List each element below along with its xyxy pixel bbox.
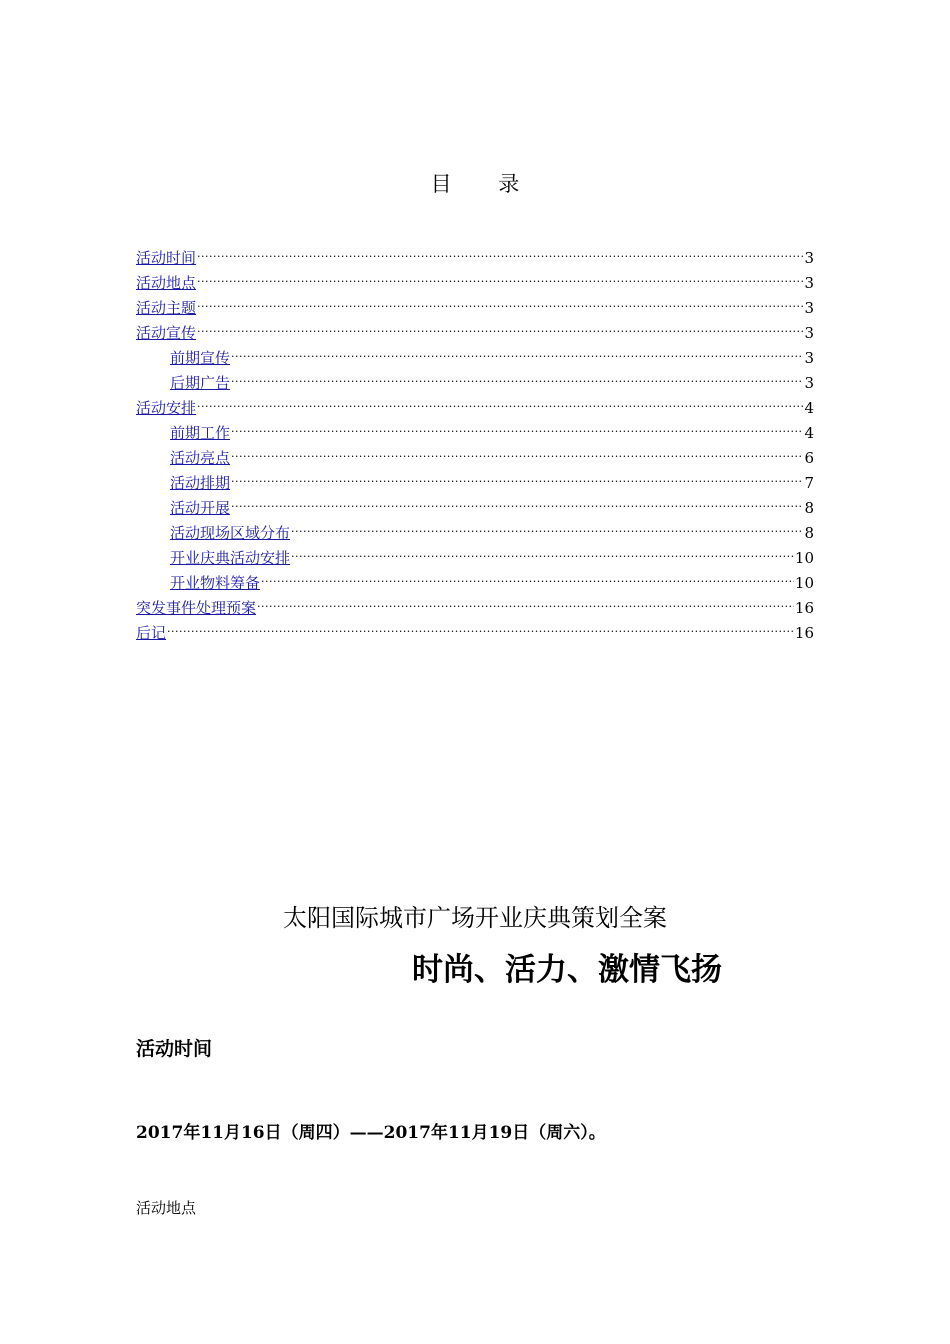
toc-entry-link[interactable]: 活动安排 xyxy=(136,399,197,417)
toc-page-number: 3 xyxy=(804,274,814,292)
toc-leader-dots xyxy=(197,318,803,340)
toc-entry[interactable] xyxy=(136,544,814,569)
toc-entry[interactable] xyxy=(136,469,814,494)
toc-page-number: 16 xyxy=(794,599,814,617)
toc-leader-dots xyxy=(231,493,803,515)
table-of-contents xyxy=(136,244,814,644)
toc-page-number: 7 xyxy=(804,474,814,492)
document-title: 太阳国际城市广场开业庆典策划全案 xyxy=(283,904,667,932)
document-subtitle: 时尚、活力、激情飞扬 xyxy=(412,952,722,988)
toc-entry[interactable] xyxy=(136,419,814,444)
toc-page-number: 3 xyxy=(804,299,814,317)
toc-leader-dots xyxy=(291,518,803,540)
toc-page-number: 4 xyxy=(804,399,814,417)
toc-entry[interactable] xyxy=(136,244,814,269)
toc-entry-link[interactable]: 前期宣传 xyxy=(170,349,231,367)
toc-entry-link[interactable]: 活动开展 xyxy=(170,499,231,517)
toc-page-number: 6 xyxy=(804,449,814,467)
toc-page-number: 3 xyxy=(804,249,814,267)
toc-entry[interactable] xyxy=(136,294,814,319)
toc-entry[interactable] xyxy=(136,594,814,619)
toc-leader-dots xyxy=(197,268,803,290)
toc-entry[interactable] xyxy=(136,519,814,544)
toc-entry-link[interactable]: 前期工作 xyxy=(170,424,231,442)
section-heading-place: 活动地点 xyxy=(136,1199,197,1217)
toc-entry-link[interactable]: 活动现场区域分布 xyxy=(170,524,291,542)
toc-leader-dots xyxy=(167,618,794,640)
toc-page-number: 3 xyxy=(804,324,814,342)
toc-leader-dots xyxy=(231,368,803,390)
toc-leader-dots xyxy=(197,243,803,265)
toc-leader-dots xyxy=(197,393,803,415)
toc-page-number: 10 xyxy=(794,574,814,592)
toc-entry[interactable] xyxy=(136,619,814,644)
toc-entry[interactable] xyxy=(136,369,814,394)
toc-leader-dots xyxy=(257,593,794,615)
toc-page-number: 3 xyxy=(804,374,814,392)
toc-entry[interactable] xyxy=(136,494,814,519)
toc-entry-link[interactable]: 活动主题 xyxy=(136,299,197,317)
toc-page-number: 8 xyxy=(804,499,814,517)
toc-entry-link[interactable]: 开业庆典活动安排 xyxy=(170,549,291,567)
toc-title: 目 录 xyxy=(430,172,540,196)
toc-entry-link[interactable]: 开业物料筹备 xyxy=(170,574,261,592)
toc-page-number: 8 xyxy=(804,524,814,542)
toc-entry[interactable] xyxy=(136,344,814,369)
toc-entry[interactable] xyxy=(136,569,814,594)
toc-entry-link[interactable]: 后期广告 xyxy=(170,374,231,392)
toc-entry[interactable] xyxy=(136,269,814,294)
toc-entry[interactable] xyxy=(136,319,814,344)
toc-leader-dots xyxy=(291,543,794,565)
toc-entry-link[interactable]: 活动地点 xyxy=(136,274,197,292)
toc-leader-dots xyxy=(261,568,794,590)
toc-leader-dots xyxy=(231,443,803,465)
event-date-line: 2017年11月16日（周四）——2017年11月19日（周六）。 xyxy=(136,1123,606,1143)
toc-entry-link[interactable]: 后记 xyxy=(136,624,167,642)
toc-leader-dots xyxy=(231,343,803,365)
section-heading-time: 活动时间 xyxy=(136,1038,213,1060)
toc-entry-link[interactable]: 突发事件处理预案 xyxy=(136,599,257,617)
toc-entry[interactable] xyxy=(136,444,814,469)
toc-leader-dots xyxy=(197,293,803,315)
toc-page-number: 16 xyxy=(794,624,814,642)
toc-entry-link[interactable]: 活动亮点 xyxy=(170,449,231,467)
toc-leader-dots xyxy=(231,468,803,490)
toc-page-number: 3 xyxy=(804,349,814,367)
toc-entry-link[interactable]: 活动排期 xyxy=(170,474,231,492)
toc-entry-link[interactable]: 活动宣传 xyxy=(136,324,197,342)
toc-page-number: 10 xyxy=(794,549,814,567)
toc-entry-link[interactable]: 活动时间 xyxy=(136,249,197,267)
toc-leader-dots xyxy=(231,418,803,440)
toc-page-number: 4 xyxy=(804,424,814,442)
toc-entry[interactable] xyxy=(136,394,814,419)
